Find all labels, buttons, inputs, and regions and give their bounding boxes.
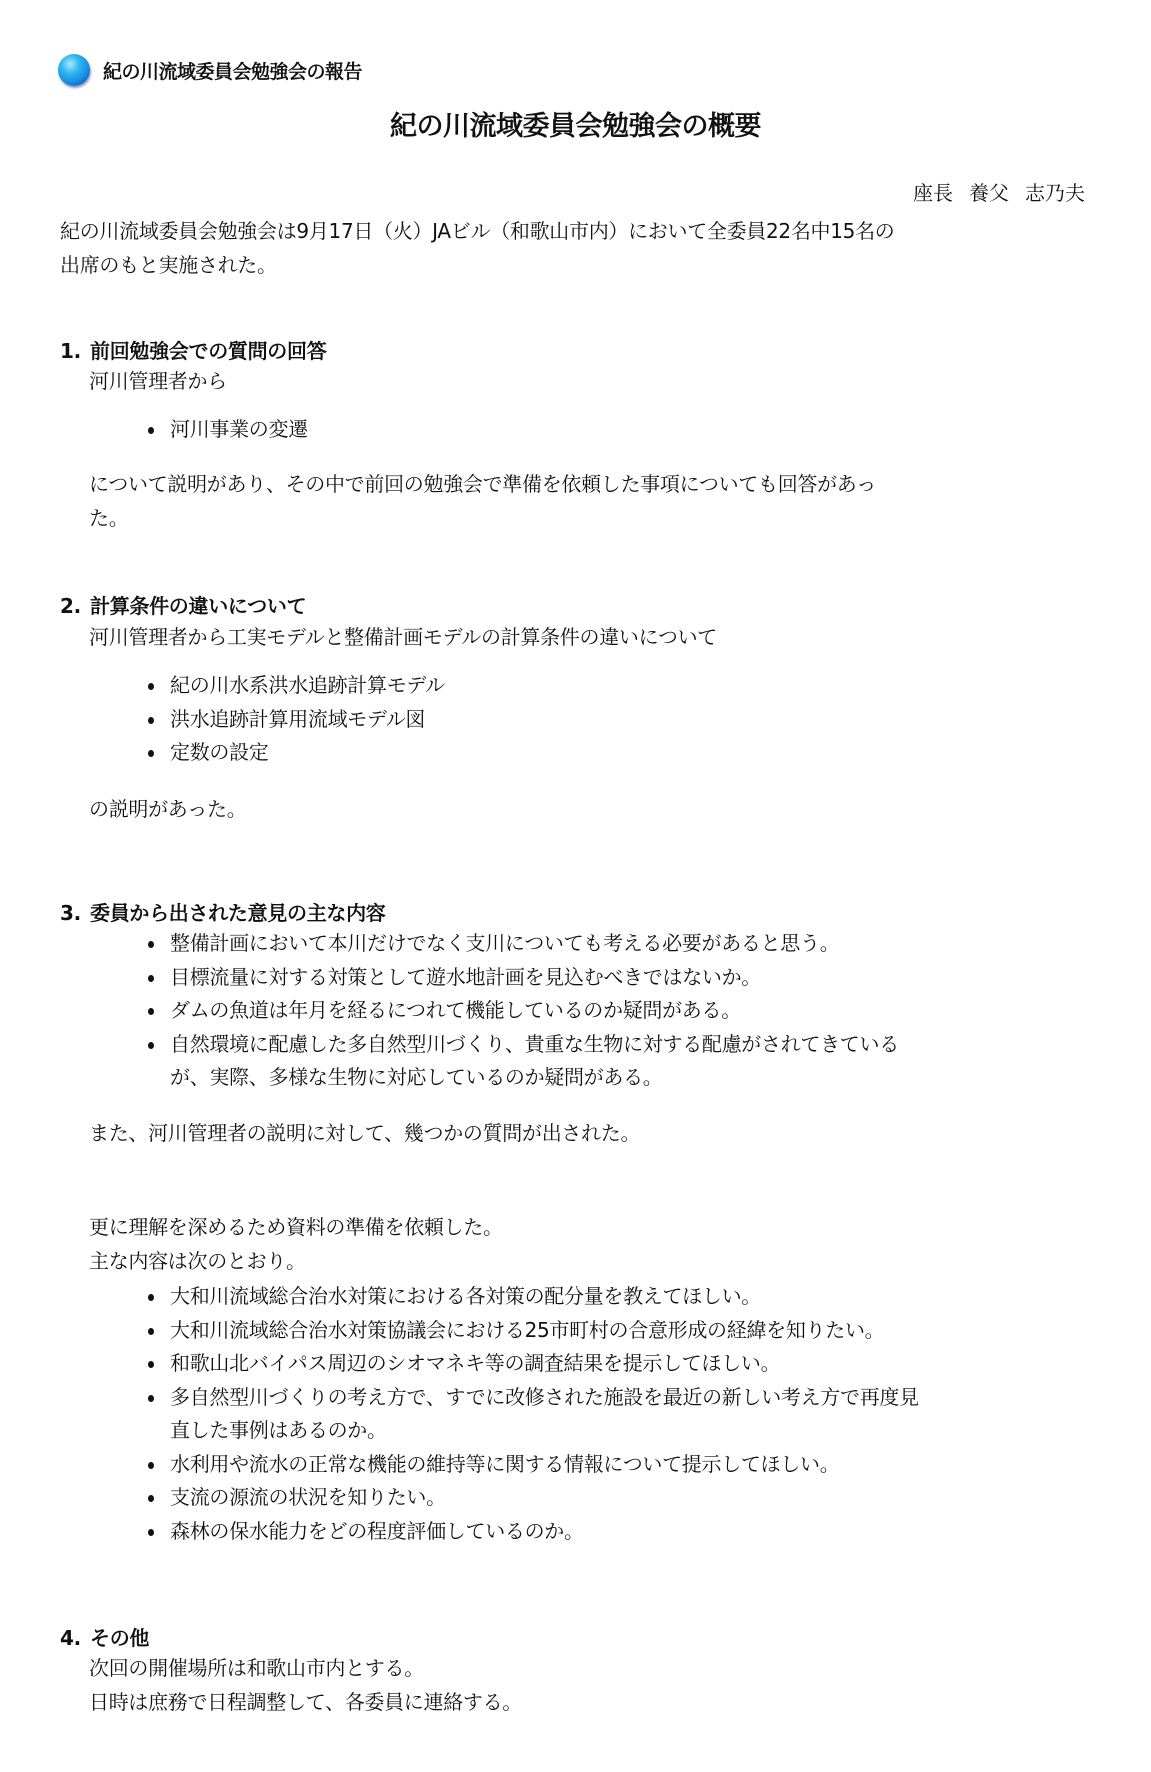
list-item: 目標流量に対する対策として遊水地計画を見込むべきではないか。: [148, 961, 899, 995]
section-3-note: また、河川管理者の説明に対して、幾つかの質問が出された。: [89, 1121, 641, 1145]
section-title: 計算条件の違いについて: [90, 594, 307, 618]
report-header-label: 紀の川流域委員会勉強会の報告: [103, 60, 363, 83]
section-1-lead: 河川管理者から: [89, 369, 227, 393]
intro-paragraph: [60, 214, 895, 282]
section-3-request-intro: [89, 1210, 503, 1278]
section-number: 3.: [60, 901, 81, 925]
list-item-continuation: [148, 1414, 919, 1448]
section-number: 2.: [60, 594, 81, 618]
chairman-signature: [913, 177, 1085, 206]
continuation-text: 直した事例はあるのか。: [170, 1418, 387, 1442]
list-item: ダムの魚道は年月を経るにつれて機能しているのか疑問がある。: [148, 994, 899, 1028]
chairman-surname: 養父: [969, 181, 1009, 205]
section-2-bullets: [148, 669, 445, 770]
page-title: 紀の川流域委員会勉強会の概要: [390, 111, 761, 142]
section-1-bullets: [148, 413, 308, 447]
section-2-closing: の説明があった。: [89, 797, 247, 821]
list-item: 大和川流域総合治水対策協議会における25市町村の合意形成の経緯を知りたい。: [148, 1314, 919, 1348]
section-title: 委員から出された意見の主な内容: [90, 901, 386, 925]
list-item: 整備計画において本川だけでなく支川についても考える必要があると思う。: [148, 927, 899, 961]
section-number: 4.: [60, 1626, 81, 1650]
closing-line: た。: [89, 506, 129, 530]
continuation-text: が、実際、多様な生物に対応しているのか疑問がある。: [170, 1065, 663, 1089]
section-title: その他: [90, 1626, 150, 1650]
list-item: 多自然型川づくりの考え方で、すでに改修された施設を最近の新しい考え方で再度見: [148, 1381, 919, 1415]
list-item: 自然環境に配慮した多自然型川づくり、貴重な生物に対する配慮がされてきている: [148, 1028, 899, 1062]
request-line: 主な内容は次のとおり。: [89, 1249, 306, 1273]
closing-line: について説明があり、その中で前回の勉強会で準備を依頼した事項についても回答があっ: [89, 472, 876, 496]
body-line: 日時は庶務で日程調整して、各委員に連絡する。: [89, 1690, 522, 1714]
list-item: 森林の保水能力をどの程度評価しているのか。: [148, 1515, 919, 1549]
section-3-opinions: [148, 927, 899, 1095]
intro-line: 出席のもと実施された。: [60, 253, 277, 277]
chairman-role: 座長: [913, 181, 953, 205]
blue-ball-icon: [58, 54, 90, 86]
intro-line: 紀の川流域委員会勉強会は9月17日（火）JAビル（和歌山市内）において全委員22名中15名の: [60, 219, 895, 243]
request-line: 更に理解を深めるため資料の準備を依頼した。: [89, 1215, 503, 1239]
section-4-heading: [60, 1622, 149, 1651]
section-1-heading: [60, 335, 326, 364]
chairman-given-name: 志乃夫: [1025, 181, 1085, 205]
list-item: 定数の設定: [148, 736, 445, 770]
list-item: 大和川流域総合治水対策における各対策の配分量を教えてほしい。: [148, 1280, 919, 1314]
section-4-body: [89, 1651, 522, 1719]
section-title: 前回勉強会での質問の回答: [90, 339, 327, 363]
list-item: 支流の源流の状況を知りたい。: [148, 1481, 919, 1515]
report-header: [58, 54, 362, 86]
list-item: 紀の川水系洪水追跡計算モデル: [148, 669, 445, 703]
list-item: 水利用や流水の正常な機能の維持等に関する情報について提示してほしい。: [148, 1448, 919, 1482]
body-line: 次回の開催場所は和歌山市内とする。: [89, 1656, 424, 1680]
section-3-requests: [148, 1280, 919, 1548]
list-item-continuation: [148, 1061, 899, 1095]
list-item: 和歌山北バイパス周辺のシオマネキ等の調査結果を提示してほしい。: [148, 1347, 919, 1381]
section-1-closing: [89, 467, 876, 535]
section-2-lead: 河川管理者から工実モデルと整備計画モデルの計算条件の違いについて: [89, 625, 717, 649]
section-2-heading: [60, 590, 306, 619]
section-number: 1.: [60, 339, 81, 363]
section-3-heading: [60, 897, 386, 926]
list-item: 河川事業の変遷: [148, 413, 308, 447]
list-item: 洪水追跡計算用流域モデル図: [148, 703, 445, 737]
